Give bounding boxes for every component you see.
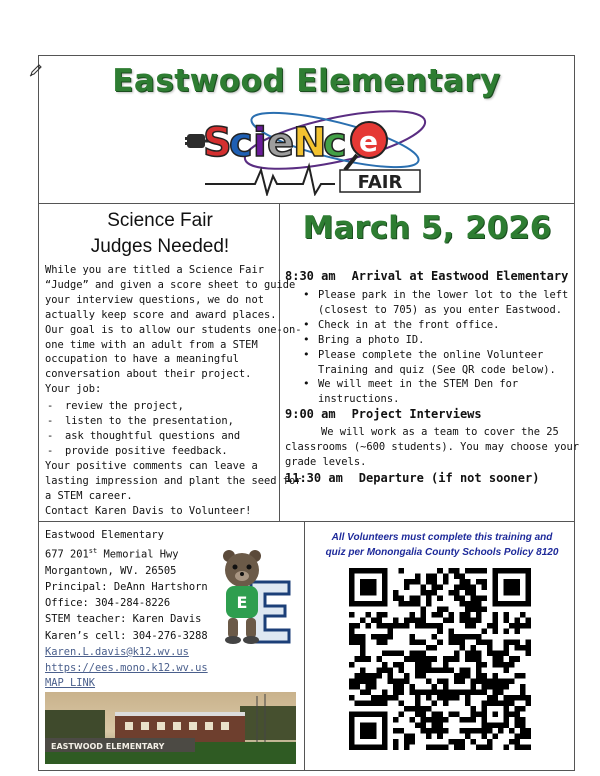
interview-title: Project Interviews xyxy=(351,407,482,421)
school-photo xyxy=(45,692,296,764)
intro-line: your interview questions, we do not xyxy=(45,293,264,306)
bullet-line: • Check in at the front office. xyxy=(318,318,500,331)
intro-line: Our goal is to allow our students one-on- xyxy=(45,323,302,336)
logo-fair-text: FAIR xyxy=(357,172,403,193)
qr-code[interactable] xyxy=(349,568,531,750)
interview-line: grade levels. xyxy=(285,455,367,468)
arrival-title: Arrival at Eastwood Elementary xyxy=(351,269,569,283)
job-item: - ask thoughtful questions and xyxy=(45,429,240,444)
bullet-line: (closest to 705) as you enter Eastwood. xyxy=(318,303,562,316)
svg-text:N: N xyxy=(293,120,327,166)
intro-line: “Judge” and given a score sheet to guide xyxy=(45,278,296,291)
departure-heading xyxy=(285,471,539,485)
intro-line: actually keep score and award places. xyxy=(45,308,277,321)
website-link[interactable]: https://ees.mono.k12.wv.us xyxy=(45,662,208,674)
bullet-line: instructions. xyxy=(318,393,400,406)
job-item: - review the project, xyxy=(45,399,240,414)
qr-note-line: All Volunteers must complete this training and xyxy=(331,532,553,543)
closing-line: lasting impression and plant the seed for xyxy=(45,474,302,487)
interview-paragraph xyxy=(285,425,579,470)
judges-heading-line2: Judges Needed! xyxy=(90,236,230,257)
bullet-line: Training and quiz (See QR code below). xyxy=(318,363,556,376)
intro-line: conversation about their project. xyxy=(45,368,252,381)
interview-line: classrooms (~600 students). You may choose your xyxy=(285,440,580,453)
address-number: 677 201 xyxy=(45,548,89,561)
job-item: - provide positive feedback. xyxy=(45,444,240,459)
bullet-line: • Bring a photo ID. xyxy=(318,333,425,346)
job-item: - listen to the presentation, xyxy=(45,414,240,429)
svg-text:e: e xyxy=(267,120,295,166)
links-block xyxy=(45,661,208,691)
qr-note-line: quiz per Monongalia County Schools Policy 8120 xyxy=(325,547,559,558)
arrival-bullet-list xyxy=(303,288,573,407)
svg-text:c: c xyxy=(323,120,347,166)
arrival-heading xyxy=(285,269,568,283)
closing-line: a STEM career. xyxy=(45,489,133,502)
divider-header xyxy=(38,203,575,204)
address-street: Memorial Hwy xyxy=(97,548,179,561)
arrival-bullet xyxy=(303,288,573,318)
contact-block xyxy=(45,527,208,660)
cell-phone: Karen’s cell: 304-276-3288 xyxy=(45,629,208,642)
qr-note xyxy=(318,530,566,560)
stem-teacher: STEM teacher: Karen Davis xyxy=(45,613,202,626)
address xyxy=(45,543,208,563)
arrival-bullet xyxy=(303,377,573,407)
city: Morgantown, WV. 26505 xyxy=(45,564,177,577)
intro-line: one time with an adult from a STEM xyxy=(45,338,258,351)
event-date: March 5, 2026 xyxy=(302,210,552,246)
svg-text:c: c xyxy=(229,120,253,166)
arrival-bullet xyxy=(303,333,573,348)
map-link[interactable]: MAP LINK xyxy=(45,677,96,689)
intro-line: occupation to have a meaningful xyxy=(45,353,239,366)
office-phone: Office: 304-284-8226 xyxy=(45,597,171,610)
bullet-line: • Please park in the lower lot to the left xyxy=(318,289,569,301)
divider-footer-columns xyxy=(304,521,305,771)
science-fair-logo xyxy=(185,104,435,196)
arrival-bullet xyxy=(303,318,573,333)
photo-sign-text: EASTWOOD ELEMENTARY xyxy=(51,742,165,751)
departure-time: 11:30 am xyxy=(285,471,343,485)
svg-text:S: S xyxy=(203,120,232,166)
email-link[interactable]: Karen.L.davis@k12.wv.us xyxy=(45,645,189,658)
intro-line: Your job: xyxy=(45,383,102,396)
job-list xyxy=(45,399,240,459)
arrival-time: 8:30 am xyxy=(285,269,336,283)
bullet-line: • Please complete the online Volunteer xyxy=(318,348,544,361)
bear-mascot-image xyxy=(215,546,293,646)
school-title: Eastwood Elementary xyxy=(112,63,501,99)
intro-paragraph xyxy=(45,263,301,397)
closing-line: Your positive comments can leave a xyxy=(45,460,258,472)
departure-title: Departure (if not sooner) xyxy=(358,471,540,485)
closing-line: Contact Karen Davis to Volunteer! xyxy=(45,504,252,517)
intro-line: While you are titled a Science Fair xyxy=(45,264,264,276)
svg-text:i: i xyxy=(253,120,267,166)
interview-line: We will work as a team to cover the 25 xyxy=(321,426,559,438)
judges-heading-line1: Science Fair xyxy=(107,210,213,231)
svg-text:e: e xyxy=(359,125,378,158)
arrival-bullet xyxy=(303,348,573,378)
principal: Principal: DeAnn Hartshorn xyxy=(45,581,208,594)
interview-heading xyxy=(285,407,482,421)
address-suffix: st xyxy=(88,547,98,556)
divider-footer xyxy=(38,521,575,522)
interview-time: 9:00 am xyxy=(285,407,336,421)
bullet-line: • We will meet in the STEM Den for xyxy=(318,378,519,391)
school-name: Eastwood Elementary xyxy=(45,529,164,541)
mascot-letter: E xyxy=(236,593,248,612)
closing-paragraph xyxy=(45,459,301,519)
